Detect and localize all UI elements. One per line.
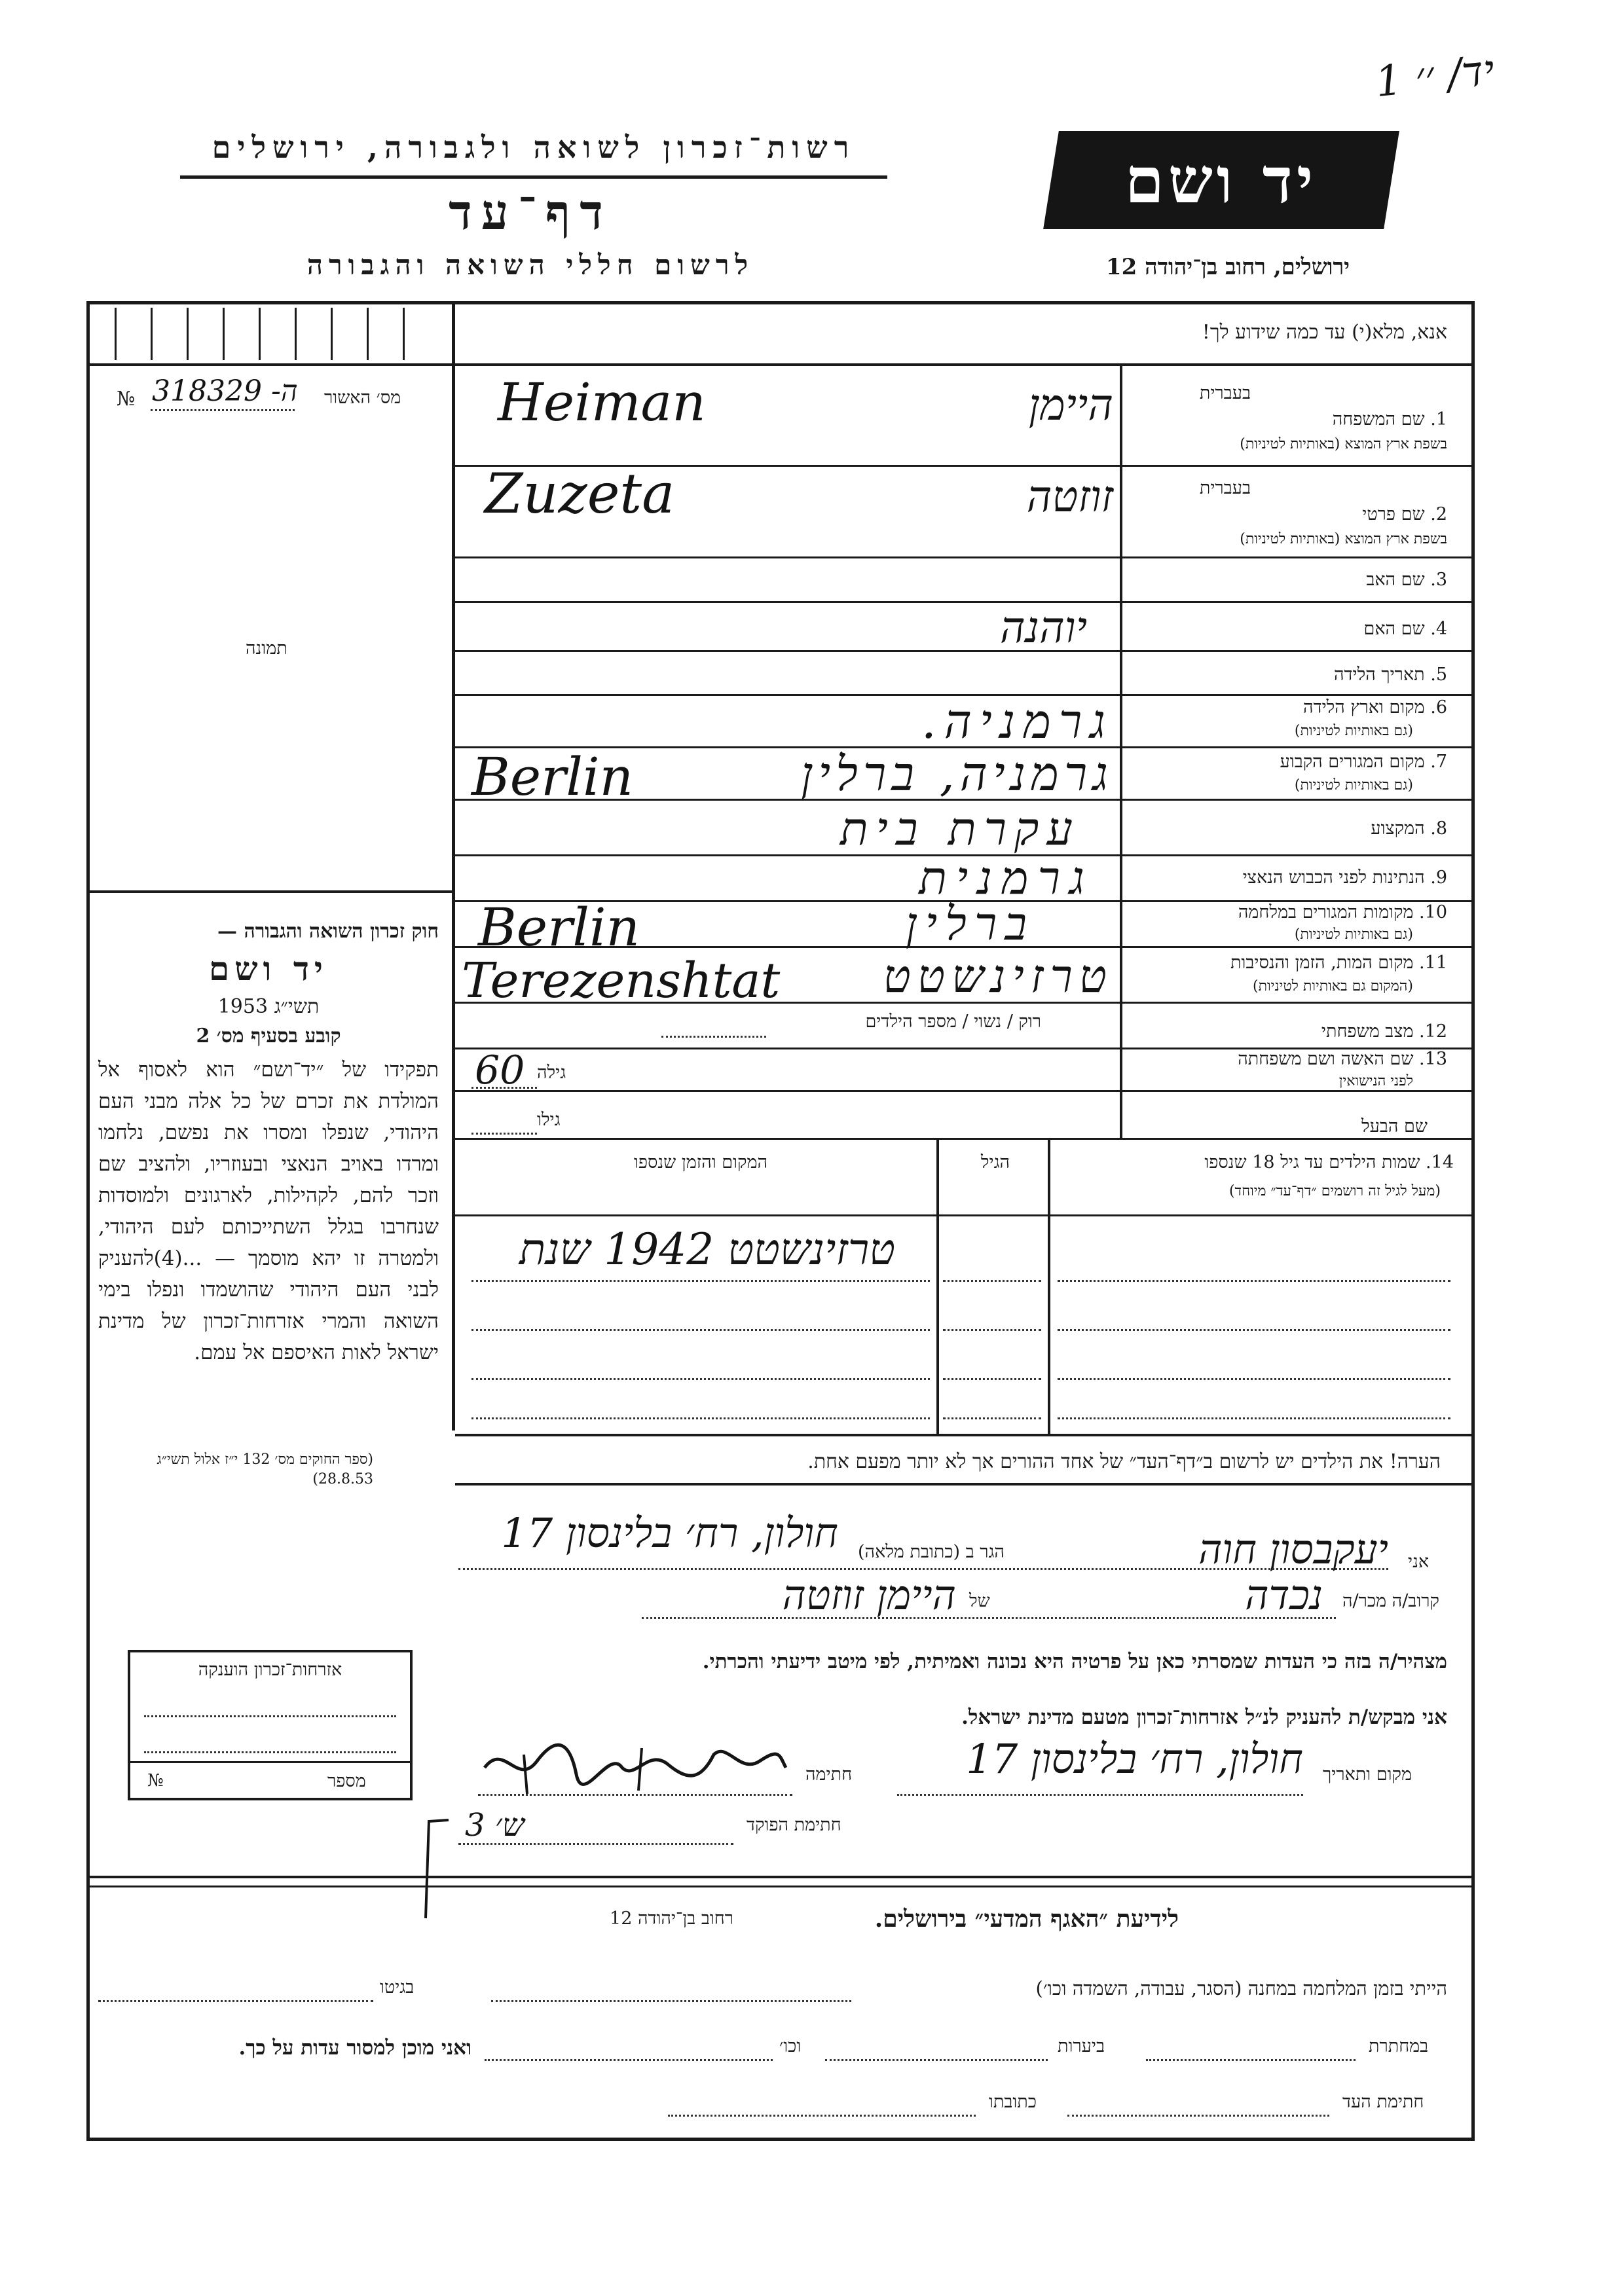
footer-line1: הייתי בזמן המלחמה במחנה (הסגר, עבודה, השמדה וכו׳) bbox=[1035, 1977, 1447, 1999]
field-4-value: יוהנה bbox=[1000, 602, 1087, 653]
children-place-header: המקום והזמן שנספו bbox=[633, 1152, 768, 1173]
law-title: חוק זכרון השואה והגבורה — bbox=[217, 920, 439, 943]
field-6-num: 6. bbox=[1430, 697, 1447, 718]
children-age-header: הגיל bbox=[980, 1152, 1010, 1173]
field-2-text: שם פרטי bbox=[1362, 504, 1425, 524]
decl-official-label: חתימת הפוקד bbox=[747, 1815, 841, 1835]
corner-mark: יד/ ׳׳ 1 bbox=[1373, 46, 1497, 107]
approval-value: ה- 318329 bbox=[152, 374, 298, 408]
footer-forests: ביערות bbox=[1058, 2036, 1105, 2056]
field-12-label bbox=[1179, 1021, 1447, 1042]
field-6-text: מקום וארץ הלידה bbox=[1303, 697, 1425, 718]
decl-of-label: של bbox=[969, 1591, 990, 1611]
photo-label: תמונה bbox=[246, 638, 287, 659]
footer-witness-sig: חתימת העד bbox=[1342, 2092, 1424, 2112]
field-1-label bbox=[1244, 409, 1447, 429]
field-6-value: גרמניה. bbox=[921, 694, 1113, 749]
official-stroke bbox=[419, 1813, 458, 1925]
intro-text: אנא, מלא(י) עד כמה שידוע לך! bbox=[1202, 321, 1447, 344]
field-11-num: 11. bbox=[1419, 953, 1447, 973]
field-13-label bbox=[1126, 1049, 1447, 1069]
field-1-sub: בשפת ארץ המוצא (באותיות לטיניות) bbox=[1240, 436, 1447, 452]
field-7-value: גרמניה, ברלין bbox=[800, 746, 1113, 801]
approval-label: מס׳ האשור bbox=[324, 388, 401, 408]
field-9-value: גרמנית bbox=[919, 851, 1094, 905]
note-text: הערה! את הילדים יש לרשום ב״דף־העד״ של אחד ההורים אך לא יותר מפעם אחת. bbox=[807, 1450, 1441, 1473]
field-6-sub: (גם באותיות לטיניות) bbox=[1294, 723, 1413, 739]
footer-ready: ואני מוכן למסור עדות על כך. bbox=[238, 2036, 471, 2060]
field-11-latin: Terezenshtat bbox=[462, 953, 781, 1009]
husband-age-label: גילו bbox=[537, 1110, 561, 1130]
citizenship-no-symbol: № bbox=[147, 1771, 164, 1791]
field-12-options: רוק / נשוי / מספר הילדים bbox=[865, 1011, 1041, 1032]
field-13-num: 13. bbox=[1419, 1049, 1447, 1069]
children-sub: (מעל לגיל זה רושמים ״דף־עד״ מיוחד) bbox=[1228, 1183, 1441, 1199]
footer-etc: וכו׳ bbox=[779, 2036, 802, 2056]
field-4-num: 4. bbox=[1430, 619, 1447, 639]
field-3-text: שם האב bbox=[1366, 570, 1425, 590]
decl-place-date-label: מקום ותאריך bbox=[1323, 1764, 1412, 1785]
decl-i-value: יעקבסון חוה bbox=[1198, 1525, 1388, 1573]
field-1-text: שם המשפחה bbox=[1332, 409, 1425, 429]
field-5-text: תאריך הלידה bbox=[1334, 665, 1425, 685]
approval-no-symbol: № bbox=[117, 388, 136, 410]
children-label bbox=[1061, 1152, 1454, 1173]
field-3-num: 3. bbox=[1430, 570, 1447, 590]
footer-address: רחוב בן־יהודה 12 bbox=[610, 1908, 733, 1929]
yad-vashem-logo bbox=[1043, 131, 1399, 229]
field-13-age-value: 60 bbox=[475, 1048, 525, 1093]
field-5-num: 5. bbox=[1430, 665, 1447, 685]
field-10-text: מקומות המגורים במלחמה bbox=[1238, 902, 1414, 922]
field-4-label bbox=[1179, 619, 1447, 639]
field-11-text: מקום המות, הזמן והנסיבות bbox=[1230, 953, 1414, 973]
decl-relation: נכדה bbox=[1245, 1571, 1323, 1619]
field-2-num: 2. bbox=[1430, 504, 1447, 524]
field-7-label bbox=[1126, 752, 1447, 772]
footer-title: לידיעת ״האגף המדעי״ בירושלים. bbox=[874, 1905, 1179, 1933]
citizenship-number-label: מספר bbox=[327, 1771, 366, 1791]
husband-label: שם הבעל bbox=[1361, 1116, 1428, 1137]
field-4-text: שם האם bbox=[1363, 619, 1425, 639]
label-divider bbox=[1120, 366, 1122, 1139]
law-ref: (ספר החוקים מס׳ 132 י״ז אלול תשי״ג 28.8.53) bbox=[157, 1451, 373, 1487]
field-8-label bbox=[1179, 818, 1447, 839]
field-13-text: שם האשה ושם משפחתה bbox=[1238, 1049, 1414, 1069]
field-2-hebrew-tag: בעברית bbox=[1199, 478, 1251, 498]
children-entry: טרזינשטט 1942 שנת bbox=[519, 1224, 896, 1275]
field-10-label bbox=[1126, 902, 1447, 922]
field-12-text: מצב משפחתי bbox=[1321, 1021, 1414, 1042]
field-7-latin: Berlin bbox=[471, 746, 634, 807]
field-10-sub: (גם באותיות לטיניות) bbox=[1294, 926, 1413, 943]
decl-statement: מצהיר/ה בזה כי העדות שמסרתי כאן על פרטיה היא נכונה ואמיתית, לפי מיטב ידיעתי והכרתי. bbox=[702, 1650, 1447, 1673]
field-10-value: ברלין bbox=[905, 897, 1035, 951]
decl-of-value: היימן זוזטה bbox=[782, 1571, 956, 1619]
field-12-num: 12. bbox=[1419, 1021, 1447, 1042]
field-8-value: עקרת בית bbox=[840, 802, 1080, 856]
org-underline bbox=[180, 175, 887, 179]
column-divider bbox=[452, 301, 455, 1430]
field-10-latin: Berlin bbox=[478, 897, 640, 958]
field-8-text: המקצוע bbox=[1371, 818, 1425, 839]
page-subtitle: לרשום חללי השואה והגבורה bbox=[306, 249, 754, 281]
signature-scribble bbox=[478, 1728, 792, 1800]
decl-address: חולון, רח׳ בלינסון 17 bbox=[501, 1509, 838, 1557]
field-7-text: מקום המגורים הקבוע bbox=[1280, 752, 1425, 772]
law-name: יד ושם bbox=[209, 949, 328, 988]
field-7-sub: (גם באותיות לטיניות) bbox=[1294, 777, 1413, 793]
field-13-age-label: גילה bbox=[537, 1063, 566, 1083]
field-5-label bbox=[1179, 665, 1447, 685]
header-address: ירושלים, רחוב בן־יהודה 12 bbox=[1105, 254, 1350, 280]
field-1-latin: Heiman bbox=[498, 372, 706, 433]
field-9-text: הנתינות לפני הכבוש הנאצי bbox=[1242, 867, 1425, 888]
decl-resides-label: הגר ב (כתובת מלאה) bbox=[858, 1542, 1005, 1562]
field-1-hebrew-tag: בעברית bbox=[1199, 383, 1251, 403]
children-num: 14. bbox=[1426, 1152, 1454, 1173]
field-10-num: 10. bbox=[1419, 902, 1447, 922]
field-8-num: 8. bbox=[1430, 818, 1447, 839]
field-2-label bbox=[1244, 504, 1447, 524]
law-clause: קובע בסעיף מס׳ 2 bbox=[196, 1025, 341, 1048]
field-9-label bbox=[1126, 867, 1447, 888]
page-title: דף־עד bbox=[449, 185, 612, 241]
citizenship-title: אזרחות־זכרון הוענקה bbox=[198, 1660, 342, 1680]
law-text: תפקידו של ״יד־ושם״ הוא לאסוף אל המולדת את זכרם של כל אלה מבני העם היהודי, שנפלו ומסרו את נפשם, נלחמו ומרדו באויב הנאצי ובעוזריו, ולהציב שם וזכר להם, לקהילות, לארגונים ולמוסדות שנחרבו בגלל השתייכותם לעם היהודי, ולמטרה זו יהא מוסמך — ...(4)להעניק לבני העם היהודי שהושמדו ונפלו בימי השואה והמרי אזרחות־זכרון של מדינת ישראל לאות האיספם אל עמם. bbox=[98, 1058, 439, 1364]
footer-underground: במחתרת bbox=[1369, 2036, 1429, 2056]
field-6-label bbox=[1126, 697, 1447, 718]
decl-official-mark: ש׳ 3 bbox=[465, 1807, 525, 1844]
field-7-num: 7. bbox=[1430, 752, 1447, 772]
field-1-hebrew: היימן bbox=[1028, 380, 1113, 430]
org-name: רשות־זכרון לשואה ולגבורה, ירושלים bbox=[212, 130, 856, 165]
field-3-label bbox=[1179, 570, 1447, 590]
footer-ghetto: בגיטו bbox=[380, 1977, 415, 1997]
field-9-num: 9. bbox=[1430, 867, 1447, 888]
decl-relative-label: קרוב/ה מכר/ה bbox=[1342, 1591, 1439, 1611]
field-11-value: טרזינשטט bbox=[883, 949, 1113, 1003]
law-year: תשי״ג 1953 bbox=[217, 995, 320, 1018]
field-11-sub: (המקום גם באותיות לטיניות) bbox=[1253, 978, 1413, 994]
decl-i-label: אני bbox=[1408, 1552, 1430, 1572]
field-2-latin: Zuzeta bbox=[485, 462, 675, 526]
field-11-label bbox=[1126, 953, 1447, 973]
decl-place-date-value: חולון, רח׳ בלינסון 17 bbox=[966, 1735, 1303, 1783]
decl-signature-label: חתימה bbox=[805, 1764, 853, 1785]
footer-address-label: כתובתו bbox=[989, 2092, 1037, 2112]
children-text: שמות הילדים עד גיל 18 שנספו bbox=[1204, 1152, 1420, 1173]
field-2-hebrew: זוזטה bbox=[1026, 471, 1113, 522]
field-1-num: 1. bbox=[1430, 409, 1447, 429]
field-13-sub: לפני הנישואין bbox=[1338, 1073, 1413, 1089]
decl-request: אני מבקש/ת להעניק לנ״ל אזרחות־זכרון מטעם מדינת ישראל. bbox=[961, 1705, 1447, 1729]
field-2-sub: בשפת ארץ המוצא (באותיות לטיניות) bbox=[1240, 531, 1447, 547]
logo-text: יד ושם bbox=[1125, 143, 1318, 217]
